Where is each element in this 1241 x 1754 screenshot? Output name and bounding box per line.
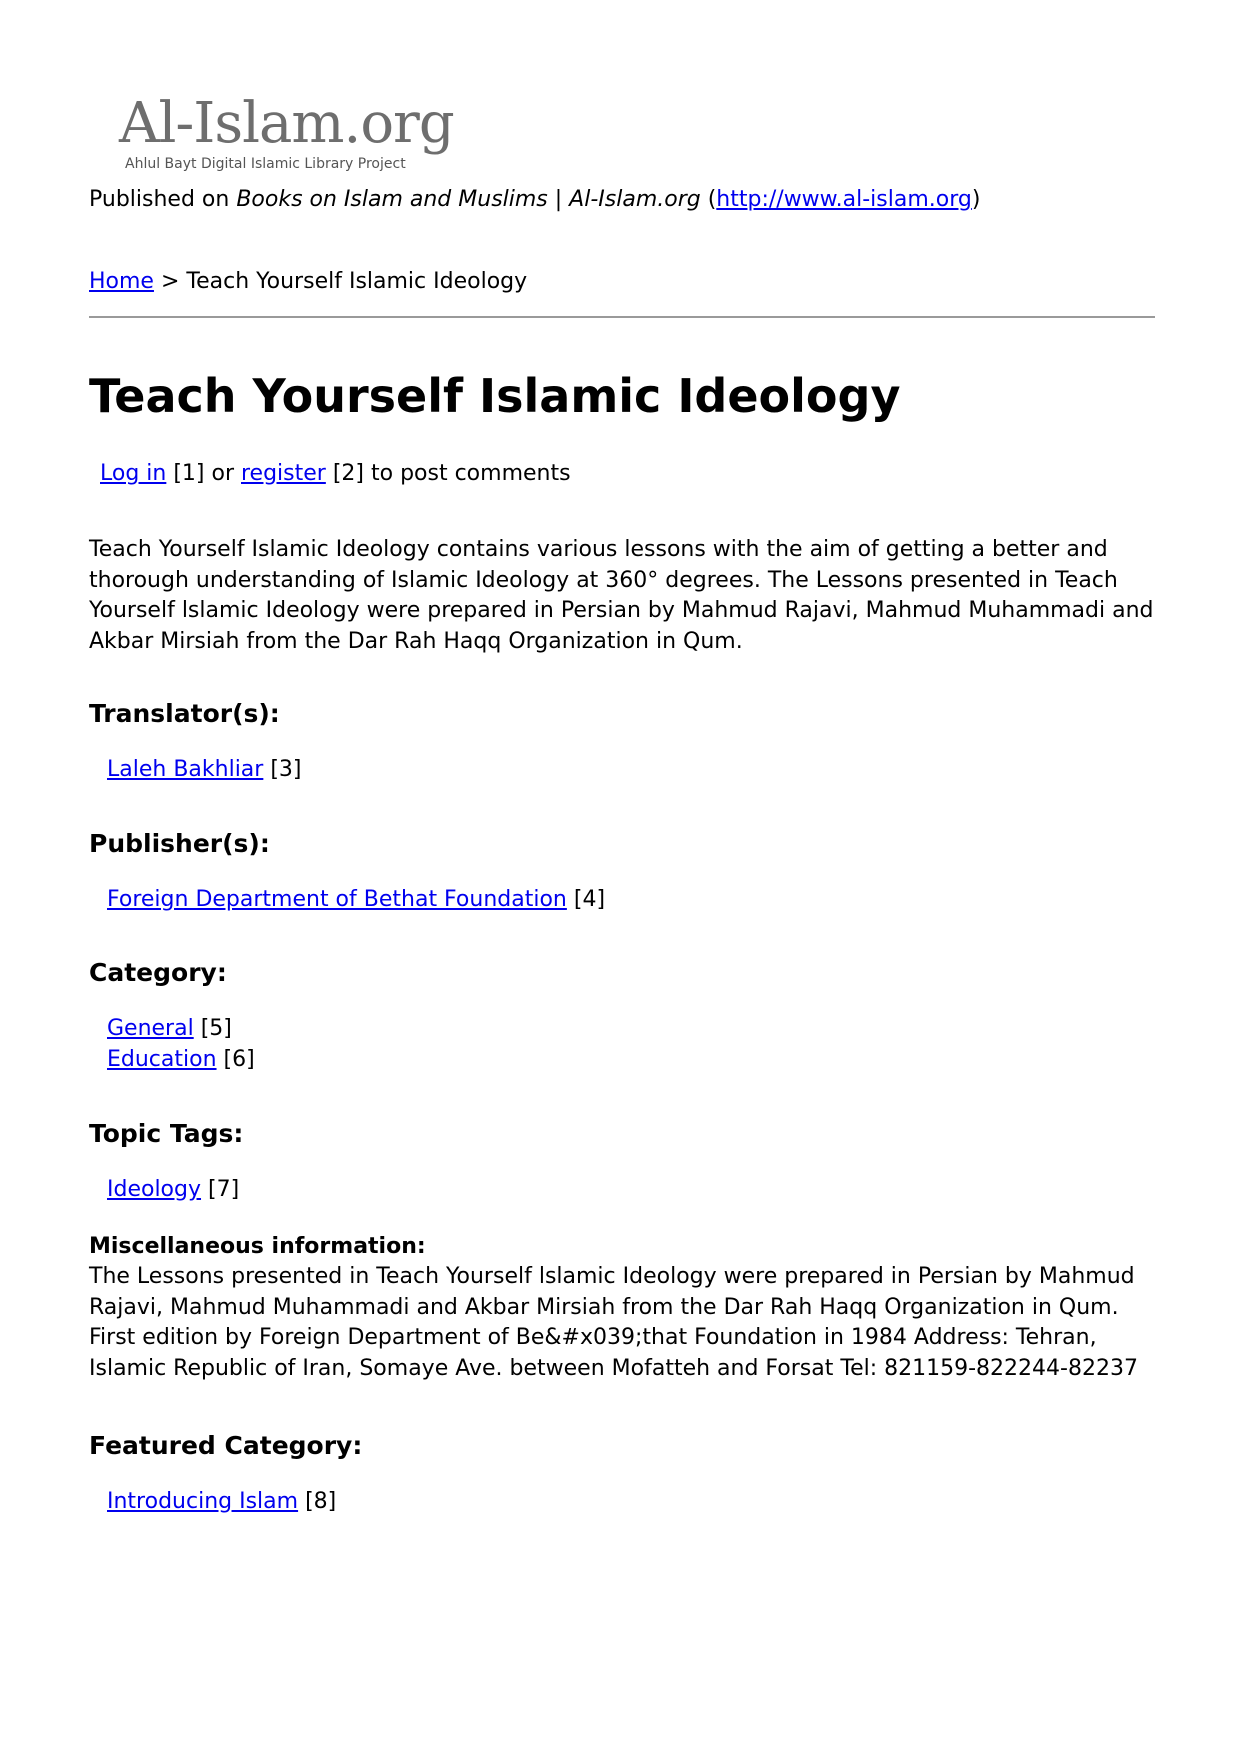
comments-line bbox=[100, 460, 571, 488]
featured-category-list bbox=[107, 1486, 336, 1517]
published-close-paren: ) bbox=[971, 187, 981, 212]
featured-category-ref: [8] bbox=[298, 1489, 337, 1514]
translator-link[interactable]: Laleh Bakhliar bbox=[107, 757, 264, 782]
publisher-link[interactable]: Foreign Department of Bethat Foundation bbox=[107, 887, 567, 912]
featured-category-heading: Featured Category: bbox=[89, 1431, 363, 1460]
category-heading: Category: bbox=[89, 958, 227, 987]
featured-category-link[interactable]: Introducing Islam bbox=[107, 1489, 299, 1514]
register-link[interactable]: register bbox=[241, 461, 326, 486]
site-logo[interactable] bbox=[119, 92, 479, 178]
category-ref: [5] bbox=[193, 1016, 232, 1041]
misc-info-heading: Miscellaneous information: bbox=[89, 1234, 426, 1259]
book-description: Teach Yourself Islamic Ideology contains various lessons with the aim of getting a better and thorough understanding of Islamic Ideology at 360° degrees. The Lessons presented in Teach Yourself lslamic Ideology were prepared in Persian by Mahmud Rajavi, Mahmud Muhammadi and Akbar Mirsiah from the Dar Rah Haqq Organization in Qum. bbox=[89, 537, 1154, 654]
login-link[interactable]: Log in bbox=[100, 461, 167, 486]
category-link-education[interactable]: Education bbox=[107, 1047, 217, 1072]
featured-category-section bbox=[89, 1430, 1155, 1514]
list-item bbox=[107, 884, 605, 915]
publisher-ref: [4] bbox=[566, 887, 606, 912]
login-ref: [1] or bbox=[166, 461, 241, 486]
topic-tag-ref: [7] bbox=[201, 1177, 240, 1202]
category-ref: [6] bbox=[216, 1047, 255, 1072]
translator-ref: [3] bbox=[263, 757, 302, 782]
translators-heading: Translator(s): bbox=[89, 699, 280, 728]
header-divider bbox=[89, 316, 1155, 318]
published-prefix: Published on bbox=[89, 187, 237, 212]
translators-section bbox=[89, 698, 1155, 782]
logo-wordmark: Al-Islam.org bbox=[119, 91, 454, 156]
published-open-paren: ( bbox=[700, 187, 717, 212]
register-ref: [2] to post comments bbox=[325, 461, 571, 486]
misc-info-text: The Lessons presented in Teach Yourself lslamic Ideology were prepared in Persian by Mahmud Rajavi, Mahmud Muhammadi and Akbar Mirsiah from the Dar Rah Haqq Organization in Qum. First edition by Foreign Department of Be&#x039;that Foundation in 1984 Address: Tehran, Islamic Republic of Iran, Somaye Ave. between Mofatteh and Forsat Tel: 821159-822244-82237 bbox=[89, 1264, 1138, 1381]
breadcrumb-current: Teach Yourself Islamic Ideology bbox=[186, 269, 528, 294]
published-site-name: Books on Islam and Muslims | Al-Islam.org bbox=[236, 187, 701, 212]
publishers-section bbox=[89, 828, 1155, 912]
breadcrumb bbox=[89, 268, 527, 296]
published-on-line bbox=[89, 186, 980, 214]
list-item bbox=[107, 1486, 336, 1517]
logo-tagline: Ahlul Bayt Digital Islamic Library Project bbox=[125, 156, 406, 172]
breadcrumb-home-link[interactable]: Home bbox=[89, 269, 154, 294]
breadcrumb-separator: > bbox=[153, 269, 187, 294]
list-item bbox=[107, 1044, 255, 1075]
list-item bbox=[107, 754, 302, 785]
page-title: Teach Yourself Islamic Ideology bbox=[89, 369, 901, 423]
topic-tags-list bbox=[107, 1174, 239, 1205]
list-item bbox=[107, 1013, 255, 1044]
translators-list bbox=[107, 754, 302, 785]
topic-tags-heading: Topic Tags: bbox=[89, 1119, 244, 1148]
list-item bbox=[107, 1174, 239, 1205]
published-url-link[interactable]: http://www.al-islam.org bbox=[716, 187, 972, 212]
publishers-heading: Publisher(s): bbox=[89, 829, 270, 858]
category-list bbox=[107, 1013, 255, 1075]
category-section bbox=[89, 957, 1155, 1072]
publishers-list bbox=[107, 884, 605, 915]
category-link-general[interactable]: General bbox=[107, 1016, 194, 1041]
misc-info-section bbox=[89, 1232, 1155, 1384]
topic-tags-section bbox=[89, 1118, 1155, 1202]
topic-tag-link[interactable]: Ideology bbox=[107, 1177, 202, 1202]
